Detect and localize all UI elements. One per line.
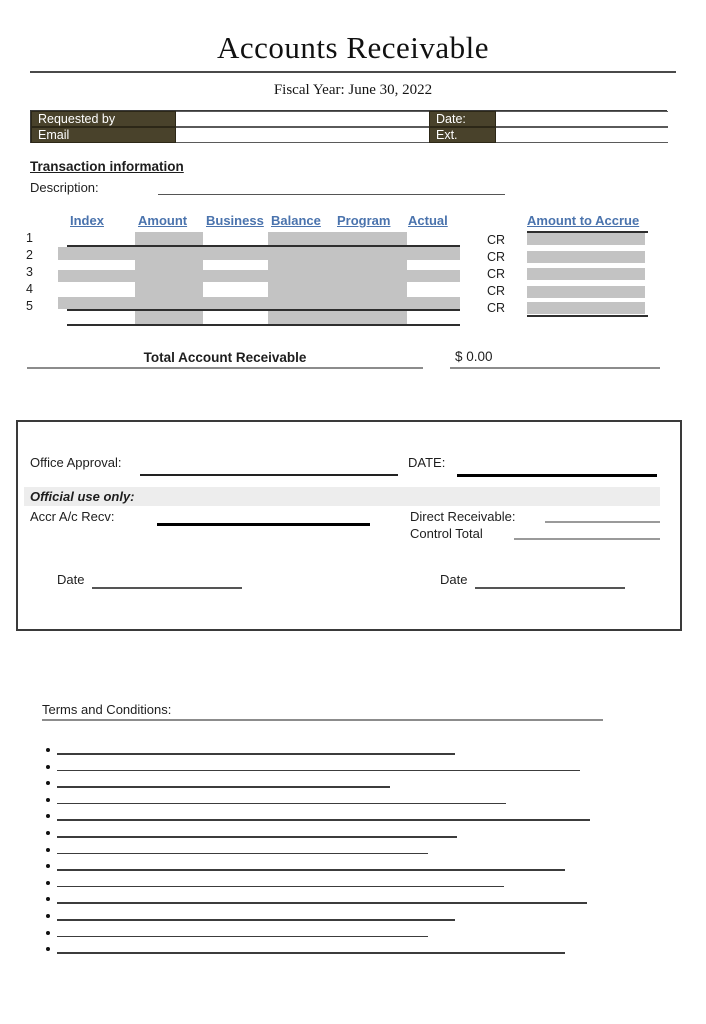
date-right-label: Date (440, 572, 468, 587)
terms-line-field[interactable] (57, 869, 565, 871)
terms-line-field[interactable] (57, 786, 390, 788)
bullet-icon (46, 897, 50, 901)
accr-recv-label: Accr A/c Recv: (30, 509, 115, 524)
bullet-icon (46, 881, 50, 885)
terms-line-field[interactable] (57, 919, 455, 921)
column-header-index: Index (70, 213, 104, 228)
cr-label: CR (487, 250, 506, 264)
transaction-heading: Transaction information (30, 159, 184, 174)
bullet-icon (46, 914, 50, 918)
approval-date-label: DATE: (408, 455, 446, 470)
total-value: $ 0.00 (455, 349, 493, 364)
grid-line (67, 309, 460, 311)
control-total-label: Control Total (410, 526, 483, 541)
accrue-amount-field[interactable] (527, 233, 645, 245)
row-stripe (58, 270, 460, 282)
row-number: 2 (26, 248, 33, 262)
grid-line (67, 245, 460, 247)
accrue-amount-field[interactable] (527, 268, 645, 280)
direct-receivable-field[interactable] (545, 521, 660, 523)
date-left-label: Date (57, 572, 85, 587)
title-divider (30, 71, 676, 73)
terms-line-field[interactable] (57, 753, 455, 755)
column-header-amount: Amount (138, 213, 188, 228)
bullet-icon (46, 848, 50, 852)
approval-box (16, 420, 682, 631)
direct-receivable-label: Direct Receivable: (410, 509, 516, 524)
accr-recv-field[interactable] (157, 523, 370, 526)
accrue-amount-field[interactable] (527, 251, 645, 263)
terms-line-field[interactable] (57, 819, 590, 821)
total-value-underline (450, 367, 660, 369)
date-right-field[interactable] (475, 587, 625, 589)
description-field[interactable] (158, 194, 505, 195)
column-header-business: Business (206, 213, 264, 228)
terms-line-field[interactable] (57, 952, 565, 954)
row-number: 5 (26, 299, 33, 313)
date-field[interactable] (496, 111, 668, 127)
row-stripe (58, 297, 460, 309)
control-total-field[interactable] (514, 538, 660, 540)
fiscal-year-text: Fiscal Year: June 30, 2022 (273, 82, 433, 98)
description-label: Description: (30, 180, 99, 195)
terms-heading: Terms and Conditions: (42, 702, 172, 717)
row-number: 1 (26, 231, 33, 245)
row-number: 4 (26, 282, 33, 296)
cr-label: CR (487, 233, 506, 247)
cr-label: CR (487, 301, 506, 315)
page-title: Accounts Receivable (216, 30, 490, 65)
date-left-field[interactable] (92, 587, 242, 589)
office-approval-field[interactable] (140, 474, 398, 476)
bullet-icon (46, 814, 50, 818)
bullet-icon (46, 798, 50, 802)
terms-line-field[interactable] (57, 886, 504, 888)
bullet-icon (46, 765, 50, 769)
date-label: Date: (429, 111, 496, 127)
grid-line (67, 324, 460, 326)
official-use-label: Official use only: (30, 489, 135, 504)
column-header-actual: Actual (408, 213, 448, 228)
ext-label: Ext. (429, 127, 496, 143)
accrue-amount-field[interactable] (527, 286, 645, 298)
terms-line-field[interactable] (57, 853, 428, 855)
total-label: Total Account Receivable (143, 350, 307, 365)
requested-by-field[interactable] (176, 111, 429, 127)
bullet-icon (46, 931, 50, 935)
bullet-icon (46, 947, 50, 951)
terms-line-field[interactable] (57, 902, 587, 904)
cr-label: CR (487, 284, 506, 298)
email-field[interactable] (176, 127, 429, 143)
column-header-balance: Balance (271, 213, 321, 228)
terms-rule (42, 719, 603, 721)
accrue-amount-field[interactable] (527, 302, 645, 314)
bullet-icon (46, 864, 50, 868)
bullet-icon (46, 748, 50, 752)
requested-by-label: Requested by (31, 111, 176, 127)
office-approval-label: Office Approval: (30, 455, 122, 470)
accrue-bottom-line (527, 315, 648, 317)
row-number: 3 (26, 265, 33, 279)
bullet-icon (46, 781, 50, 785)
cr-label: CR (487, 267, 506, 281)
column-header-program: Program (337, 213, 391, 228)
approval-date-field[interactable] (457, 474, 657, 477)
request-info-table (30, 110, 667, 143)
terms-line-field[interactable] (57, 936, 428, 938)
terms-line-field[interactable] (57, 803, 506, 805)
terms-line-field[interactable] (57, 836, 457, 838)
ext-field[interactable] (496, 127, 668, 143)
total-underline (27, 367, 423, 369)
column-header-amount-to-accrue: Amount to Accrue (527, 213, 640, 228)
email-label: Email (31, 127, 176, 143)
row-stripe (58, 247, 460, 260)
bullet-icon (46, 831, 50, 835)
terms-line-field[interactable] (57, 770, 580, 772)
